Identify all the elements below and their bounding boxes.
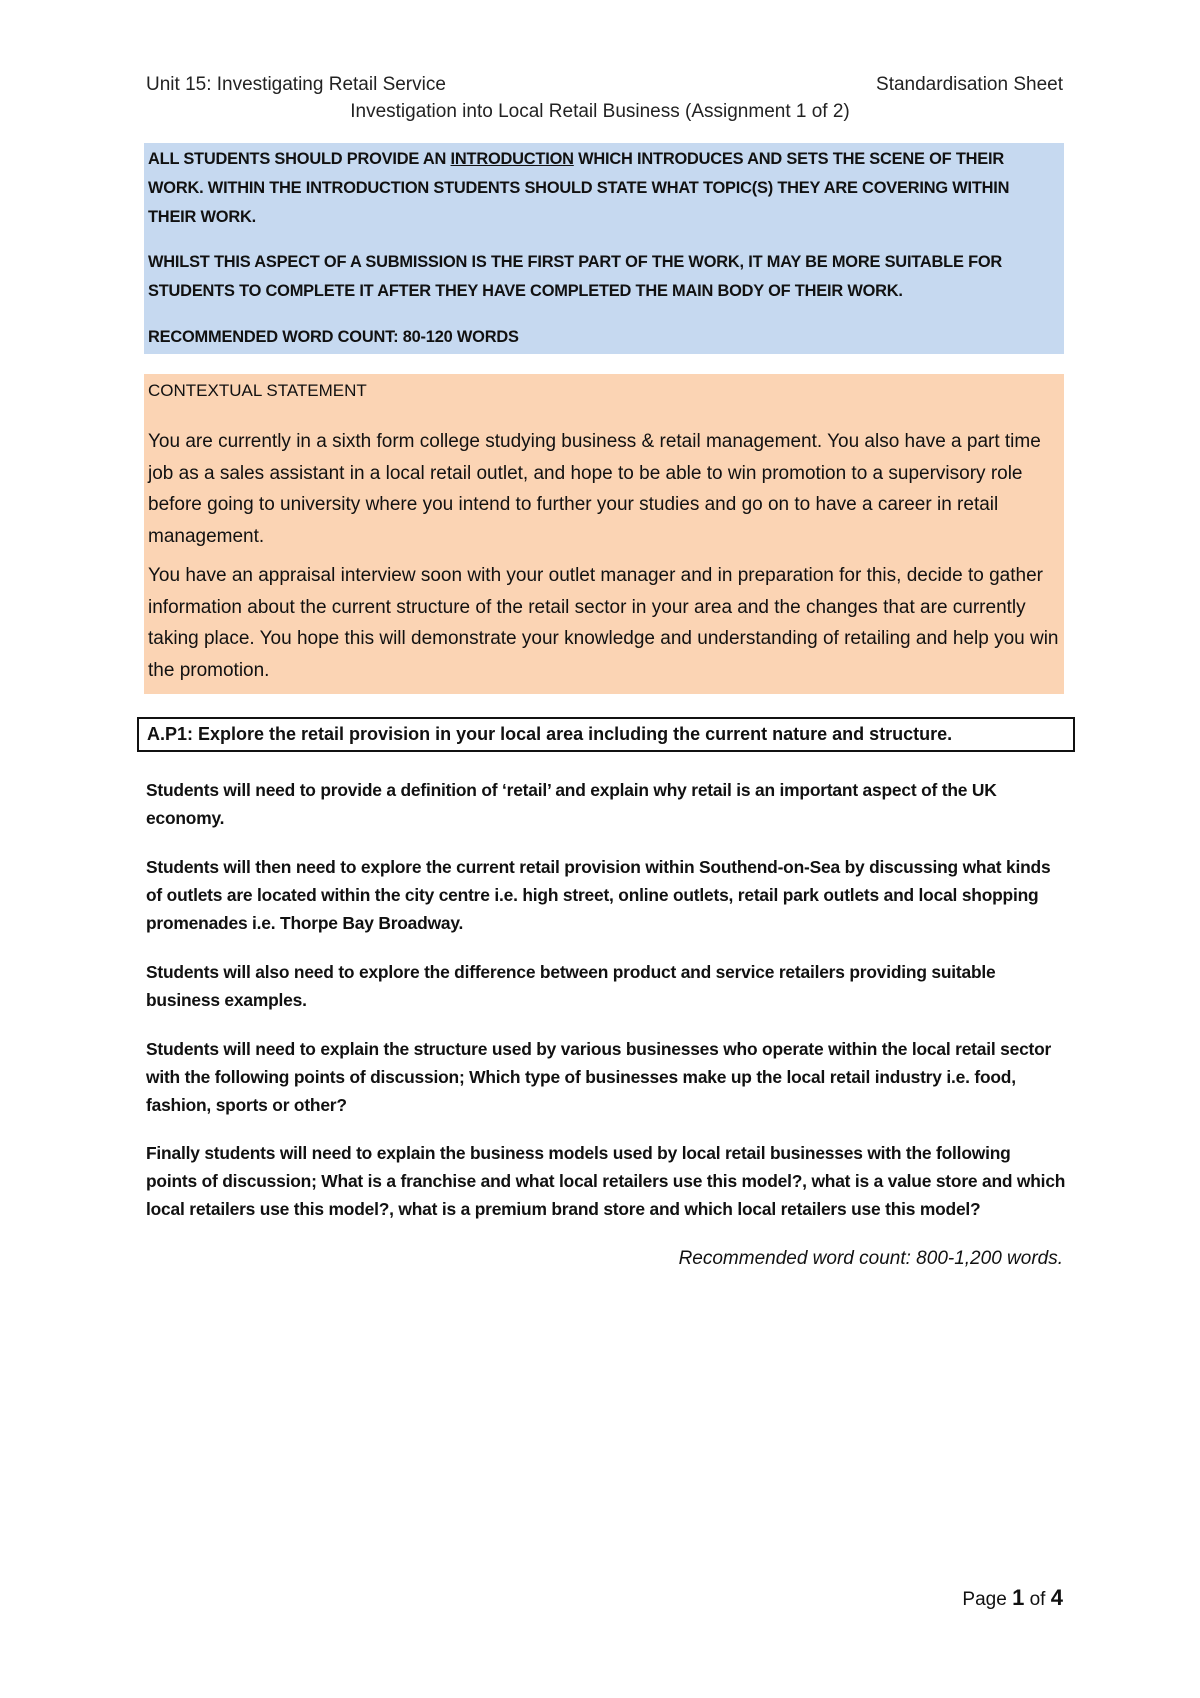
- introduction-word-count: RECOMMENDED WORD COUNT: 80-120 WORDS: [148, 328, 519, 346]
- contextual-statement-paragraph-1: You are currently in a sixth form college studying business & retail management. You also have a part time job as a sales assistant in a local retail outlet, and hope to be able to win promotion to a supervisory role before going to university where you intend to further your studies and go on to have a career in retail management.: [148, 431, 1041, 547]
- assessment-criterion-box: A.P1: Explore the retail provision in your local area including the current nature and structure.: [137, 717, 1075, 752]
- guidance-paragraph-provision: Students will then need to explore the current retail provision within Southend-on-Sea by discussing what kinds of outlets are located within the city centre i.e. high street, online outlets, retail park outlets and local shopping promenades i.e. Thorpe Bay Broadway.: [146, 857, 1051, 933]
- intro-text-after: WHICH INTRODUCES AND SETS THE SCENE OF THEIR WORK. WITHIN THE INTRODUCTION STUDENTS SHOULD STATE WHAT TOPIC(S) THEY ARE COVERING WITHIN THEIR WORK.: [148, 150, 1010, 226]
- header-unit-title: Unit 15: Investigating Retail Service: [146, 74, 446, 95]
- introduction-guidance-paragraph: [148, 145, 1060, 232]
- contextual-statement-paragraph-2: You have an appraisal interview soon with your outlet manager and in preparation for this, decide to gather information about the current structure of the retail sector in your area and the changes that are currently taking place. You hope this will demonstrate your knowledge and understanding of retailing and help you win the promotion.: [148, 565, 1059, 681]
- current-page-number: 1: [1012, 1585, 1025, 1610]
- intro-text-before: ALL STUDENTS SHOULD PROVIDE AN: [148, 150, 451, 168]
- page-number-footer: [962, 1585, 1063, 1611]
- contextual-statement-title: CONTEXTUAL STATEMENT: [148, 381, 367, 400]
- of-label: of: [1029, 1589, 1046, 1610]
- recommended-word-count: Recommended word count: 800-1,200 words.: [678, 1248, 1063, 1269]
- intro-underlined-word: INTRODUCTION: [450, 150, 574, 168]
- contextual-statement-box: [144, 374, 1064, 694]
- guidance-paragraph-business-models: Finally students will need to explain the business models used by local retail businesses with the following points of discussion; What is a franchise and what local retailers use this model?, what is a value store and which local retailers use this model?, what is a premium brand store and which local retailers use this model?: [146, 1143, 1066, 1219]
- header-assignment-title: Investigation into Local Retail Business (Assignment 1 of 2): [350, 101, 850, 122]
- introduction-timing-paragraph: WHILST THIS ASPECT OF A SUBMISSION IS THE FIRST PART OF THE WORK, IT MAY BE MORE SUITABLE FOR STUDENTS TO COMPLETE IT AFTER THEY HAVE COMPLETED THE MAIN BODY OF THEIR WORK.: [148, 253, 1003, 300]
- introduction-guidance-box: [144, 143, 1064, 354]
- total-page-count: 4: [1050, 1585, 1063, 1610]
- header-sheet-type: Standardisation Sheet: [876, 74, 1063, 95]
- guidance-paragraph-product-service: Students will also need to explore the difference between product and service retailers providing suitable business examples.: [146, 962, 996, 1010]
- guidance-paragraph-definition: Students will need to provide a definition of ‘retail’ and explain why retail is an important aspect of the UK economy.: [146, 780, 997, 828]
- page-label: Page: [962, 1589, 1007, 1610]
- guidance-paragraph-structure: Students will need to explain the structure used by various businesses who operate within the local retail sector with the following points of discussion; Which type of businesses make up the local retail industry i.e. food, fashion, sports or other?: [146, 1039, 1052, 1115]
